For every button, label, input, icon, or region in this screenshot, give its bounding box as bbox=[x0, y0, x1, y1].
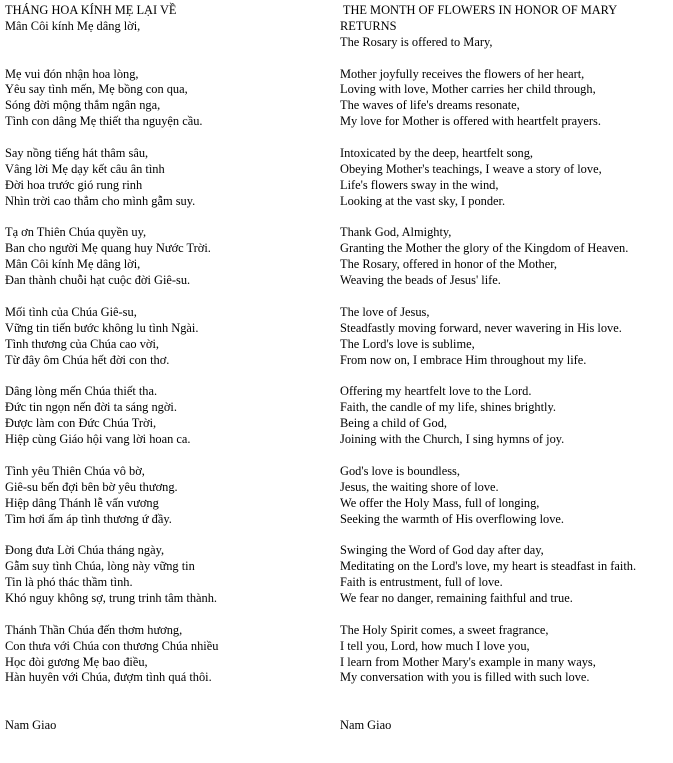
vietnamese-author: Nam Giao bbox=[5, 718, 57, 733]
poem-line: Hiệp cùng Giáo hội vang lời hoan ca. bbox=[5, 432, 191, 447]
poem-line: Thánh Thần Chúa đến thơm hương, bbox=[5, 622, 183, 637]
poem-line: Mân Côi kính Mẹ dâng lời, bbox=[5, 257, 141, 272]
vietnamese-stanzas bbox=[5, 67, 330, 687]
poem-line: Mối tình của Chúa Giê-su, bbox=[5, 304, 137, 319]
poem-line: Nhìn trời cao thẳm cho mình gẫm suy. bbox=[5, 193, 196, 208]
stanza-spacer bbox=[5, 448, 330, 464]
stanza bbox=[5, 464, 330, 528]
stanza bbox=[340, 543, 670, 607]
poem-line: Faith is entrustment, full of love. bbox=[340, 575, 503, 590]
poem-line: Say nồng tiếng hát thâm sâu, bbox=[5, 146, 149, 161]
english-intro: The Rosary is offered to Mary, bbox=[340, 34, 493, 49]
stanza bbox=[340, 146, 670, 210]
poem-line: We fear no danger, remaining faithful and true. bbox=[340, 590, 573, 605]
poem-line: Hiệp dâng Thánh lễ vấn vương bbox=[5, 495, 159, 510]
stanza-spacer bbox=[5, 607, 330, 623]
poem-line: Tình thương của Chúa cao vời, bbox=[5, 336, 160, 351]
poem-line: Tin là phó thác thầm tình. bbox=[5, 575, 133, 590]
poem-line: Từ đây ôm Chúa hết đời con thơ. bbox=[5, 352, 170, 367]
english-author: Nam Giao bbox=[340, 718, 392, 733]
stanza-spacer bbox=[340, 210, 670, 226]
stanza bbox=[5, 384, 330, 448]
poem-line: God's love is boundless, bbox=[340, 463, 460, 478]
english-title-line-2: RETURNS bbox=[340, 18, 397, 33]
poem-line: Tình yêu Thiên Chúa vô bờ, bbox=[5, 463, 145, 478]
poem-line: Being a child of God, bbox=[340, 416, 448, 431]
poem-line: Sóng đời mộng thắm ngân nga, bbox=[5, 98, 161, 113]
stanza bbox=[5, 146, 330, 210]
poem-line: From now on, I embrace Him throughout my life. bbox=[340, 352, 587, 367]
poem-line: Obeying Mother's teachings, I weave a story of love, bbox=[340, 161, 602, 176]
poem-line: Đời hoa trước gió rung rinh bbox=[5, 177, 143, 192]
stanza bbox=[5, 305, 330, 369]
poem-line: My love for Mother is offered with heartfelt prayers. bbox=[340, 114, 601, 129]
spacer bbox=[340, 51, 670, 67]
spacer bbox=[5, 686, 330, 718]
poem-line: Khó nguy không sợ, trung trinh tâm thành. bbox=[5, 590, 218, 605]
poem-line: Yêu say tình mến, Mẹ bồng con qua, bbox=[5, 82, 188, 97]
poem-line: Giê-su bến đợi bên bờ yêu thương. bbox=[5, 479, 178, 494]
poem-line: Granting the Mother the glory of the Kingdom of Heaven. bbox=[340, 241, 629, 256]
poem-line: Tạ ơn Thiên Chúa quyền uy, bbox=[5, 225, 147, 240]
poem-line: Gẫm suy tình Chúa, lòng này vững tin bbox=[5, 559, 195, 574]
poem-line: I learn from Mother Mary's example in many ways, bbox=[340, 654, 596, 669]
poem-line: Jesus, the waiting shore of love. bbox=[340, 479, 499, 494]
poem-line: Ban cho người Mẹ quang huy Nước Trời. bbox=[5, 241, 211, 256]
poem-line: Được làm con Đức Chúa Trời, bbox=[5, 416, 157, 431]
stanza-spacer bbox=[340, 289, 670, 305]
poem-line: Mẹ vui đón nhận hoa lòng, bbox=[5, 66, 139, 81]
stanza-spacer bbox=[340, 527, 670, 543]
vietnamese-poem-column bbox=[5, 3, 330, 734]
stanza bbox=[5, 225, 330, 289]
stanza-spacer bbox=[340, 448, 670, 464]
poem-line: Vững tin tiến bước không lu tình Ngài. bbox=[5, 320, 199, 335]
poem-line: Joining with the Church, I sing hymns of joy. bbox=[340, 432, 565, 447]
vietnamese-title: THÁNG HOA KÍNH MẸ LẠI VỀ bbox=[5, 3, 177, 17]
stanza bbox=[340, 225, 670, 289]
english-title-line-1: THE MONTH OF FLOWERS IN HONOR OF MARY bbox=[340, 3, 618, 17]
poem-line: Weaving the beads of Jesus' life. bbox=[340, 273, 501, 288]
poem-line: Đong đưa Lời Chúa tháng ngày, bbox=[5, 543, 165, 558]
poem-line: Offering my heartfelt love to the Lord. bbox=[340, 384, 532, 399]
stanza-spacer bbox=[5, 369, 330, 385]
stanza-spacer bbox=[340, 607, 670, 623]
stanza bbox=[5, 67, 330, 131]
poem-line: Looking at the vast sky, I ponder. bbox=[340, 193, 506, 208]
poem-line: Swinging the Word of God day after day, bbox=[340, 543, 544, 558]
poem-line: Meditating on the Lord's love, my heart is steadfast in faith. bbox=[340, 559, 637, 574]
poem-line: Mother joyfully receives the flowers of her heart, bbox=[340, 66, 585, 81]
poem-line: Con thưa với Chúa con thương Chúa nhiều bbox=[5, 638, 219, 653]
stanza bbox=[5, 543, 330, 607]
poem-line: Đức tin ngọn nến đời ta sáng ngời. bbox=[5, 400, 177, 415]
poem-line: I tell you, Lord, how much I love you, bbox=[340, 638, 530, 653]
stanza bbox=[340, 384, 670, 448]
poem-line: The Rosary, offered in honor of the Mother, bbox=[340, 257, 557, 272]
stanza-spacer bbox=[340, 130, 670, 146]
poem-line: The waves of life's dreams resonate, bbox=[340, 98, 520, 113]
poem-line: We offer the Holy Mass, full of longing, bbox=[340, 495, 540, 510]
poem-line: Steadfastly moving forward, never wavering in His love. bbox=[340, 320, 622, 335]
stanza bbox=[5, 623, 330, 687]
poem-line: Học đòi gương Mẹ bao điều, bbox=[5, 654, 148, 669]
poem-line: Hàn huyên với Chúa, đượm tình quá thôi. bbox=[5, 670, 212, 685]
poem-line: Life's flowers sway in the wind, bbox=[340, 177, 499, 192]
stanza bbox=[340, 623, 670, 687]
poem-line: The Lord's love is sublime, bbox=[340, 336, 475, 351]
poem-line: Loving with love, Mother carries her child through, bbox=[340, 82, 596, 97]
vietnamese-intro: Mân Côi kính Mẹ dâng lời, bbox=[5, 18, 141, 33]
poem-line: The love of Jesus, bbox=[340, 304, 430, 319]
spacer bbox=[340, 686, 670, 718]
stanza-spacer bbox=[5, 210, 330, 226]
poem-line: The Holy Spirit comes, a sweet fragrance, bbox=[340, 622, 549, 637]
stanza-spacer bbox=[5, 527, 330, 543]
poem-line: Đan thành chuỗi hạt cuộc đời Giê-su. bbox=[5, 273, 191, 288]
english-poem-column bbox=[340, 3, 670, 734]
spacer bbox=[5, 35, 330, 67]
english-stanzas bbox=[340, 67, 670, 687]
stanza-spacer bbox=[5, 130, 330, 146]
poem-line: Tìm hơi ấm áp tình thương ứ đầy. bbox=[5, 511, 172, 526]
poem-line: Thank God, Almighty, bbox=[340, 225, 452, 240]
stanza-spacer bbox=[5, 289, 330, 305]
poem-line: My conversation with you is filled with such love. bbox=[340, 670, 590, 685]
poem-line: Tình con dâng Mẹ thiết tha nguyện cầu. bbox=[5, 114, 203, 129]
stanza-spacer bbox=[340, 368, 670, 384]
stanza bbox=[340, 464, 670, 528]
poem-line: Dâng lòng mến Chúa thiết tha. bbox=[5, 384, 158, 399]
poem-line: Vâng lời Mẹ dạy kết câu ân tình bbox=[5, 161, 165, 176]
poem-line: Intoxicated by the deep, heartfelt song, bbox=[340, 146, 534, 161]
poem-line: Seeking the warmth of His overflowing love. bbox=[340, 511, 565, 526]
poem-line: Faith, the candle of my life, shines brightly. bbox=[340, 400, 556, 415]
stanza bbox=[340, 305, 670, 369]
stanza bbox=[340, 67, 670, 131]
